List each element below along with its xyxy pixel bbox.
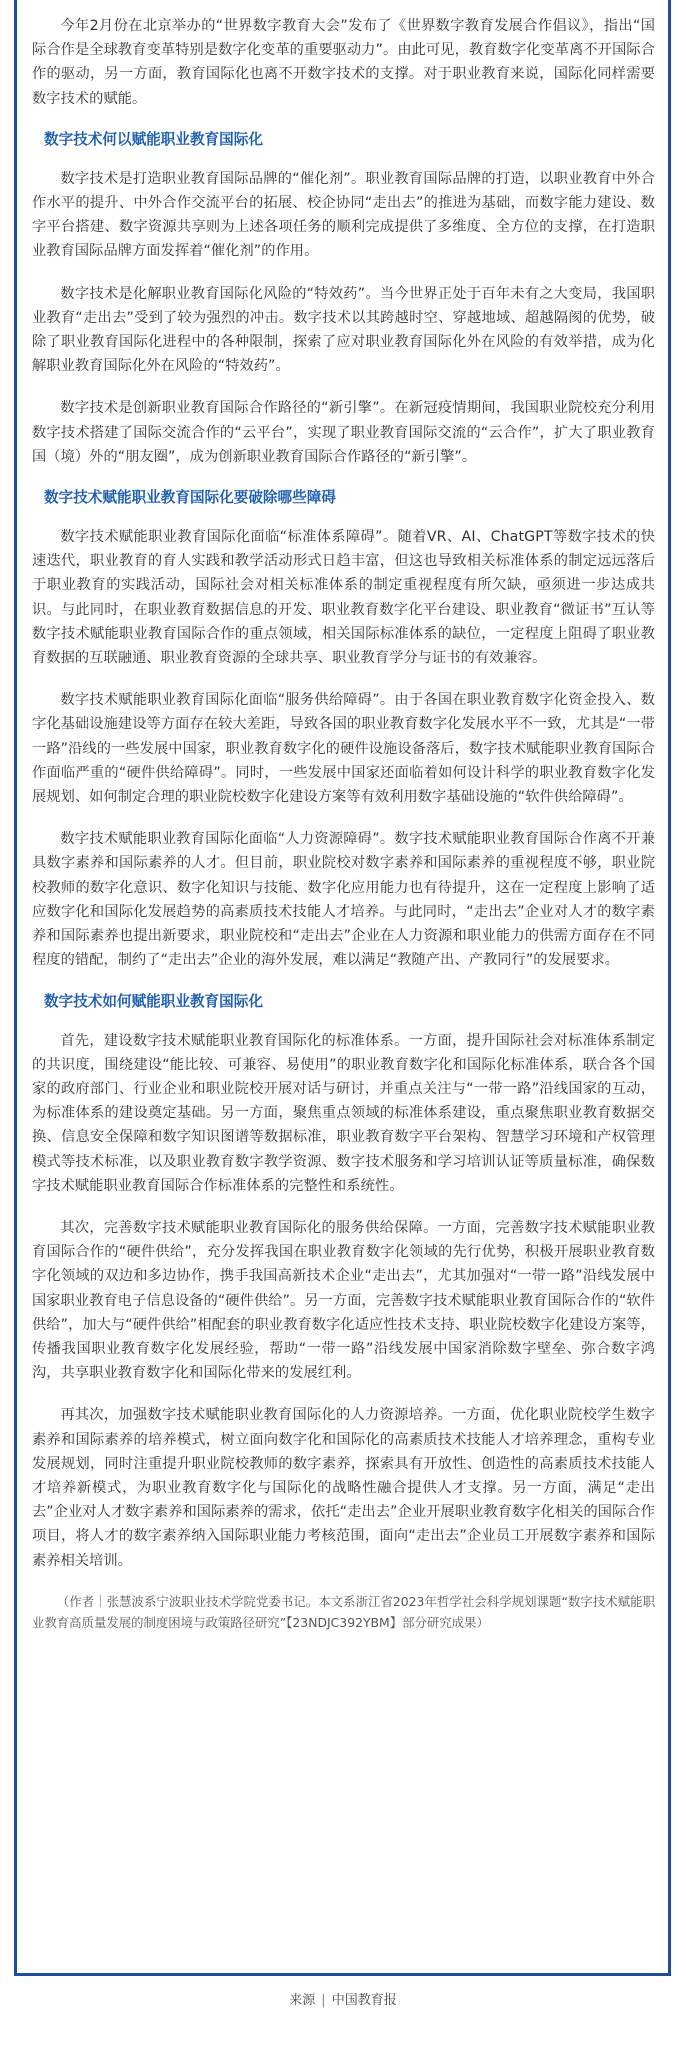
source-value: 中国教育报 — [331, 1993, 397, 2008]
paragraph: 数字技术是创新职业教育国际合作路径的“新引擎”。在新冠疫情期间，我国职业院校充分利用数字技术搭建了国际交流合作的“云平台”，实现了职业教育国际交流的“云合作”，扩大了职业教育国（境）外的“朋友圈”，成为创新职业教育国际合作路径的“新引擎”。 — [32, 400, 655, 465]
paragraph: 其次，完善数字技术赋能职业教育国际化的服务供给保障。一方面，完善数字技术赋能职业教育国际合作的“硬件供给”，充分发挥我国在职业教育数字化领域的先行优势，积极开展职业教育数字化领域的双边和多边协作，携手我国高新技术企业“走出去”，尤其加强对“一带一路”沿线发展中国家职业教育电子信息设备的“硬件供给”。另一方面，完善数字技术赋能职业教育国际合作的“软件供给”，加大与“硬件供给”相配套的职业教育数字化适应性技术支持、职业院校数字化建设方案等，传播我国职业教育数字化发展经验，帮助“一带一路”沿线发展中国家消除数字壁垒、弥合数字鸿沟，共享职业教育数字化和国际化带来的发展红利。 — [32, 1219, 655, 1382]
paragraph: 数字技术赋能职业教育国际化面临“服务供给障碍”。由于各国在职业教育数字化资金投入、数字化基础设施建设等方面存在较大差距，导致各国的职业教育数字化发展水平不一致，尤其是“一带一路”沿线的一些发展中国家，职业教育数字化的硬件设施设备落后，数字技术赋能职业教育国际合作面临严重的“硬件供给障碍”。同时，一些发展中国家还面临着如何设计科学的职业教育数字化发展规划、如何制定合理的职业院校数字化建设方案等有效利用数字基础设施的“软件供给障碍”。 — [32, 692, 655, 806]
source-line — [0, 1990, 686, 2012]
author-footnote: （作者｜张慧波系宁波职业技术学院党委书记。本文系浙江省2023年哲学社会科学规划课题“数字技术赋能职业教育高质量发展的制度困境与政策路径研究”【23NDJC392YBM】部分研究成果） — [32, 1593, 655, 1630]
intro-paragraph: 今年2月份在北京举办的“世界数字教育大会”发布了《世界数字教育发展合作倡议》，指出“国际合作是全球教育变革特别是数字化变革的重要驱动力”。由此可见，教育数字化变革离不开国际合作的驱动，另一方面，教育国际化也离不开数字技术的支撑。对于职业教育来说，国际化同样需要数字技术的赋能。 — [32, 18, 655, 107]
paragraph: 数字技术赋能职业教育国际化面临“标准体系障碍”。随着VR、AI、ChatGPT等数字技术的快速迭代，职业教育的育人实践和教学活动形式日趋丰富，但这也导致相关标准体系的制定远远落后于职业教育的实践活动，国际社会对相关标准体系的制定重视程度有所欠缺，亟须进一步达成共识。与此同时，在职业教育数据信息的开发、职业教育数字化平台建设、职业教育“微证书”互认等数字技术赋能职业教育国际合作的重点领域，相关国际标准体系的缺位，一定程度上阻碍了职业教育数据的互联融通、职业教育资源的全球共享、职业教育学分与证书的有效兼容。 — [32, 529, 655, 667]
section-heading-barriers: 数字技术赋能职业教育国际化要破除哪些障碍 — [44, 489, 336, 507]
source-label: 来源 — [289, 1993, 316, 2008]
paragraph: 再其次，加强数字技术赋能职业教育国际化的人力资源培养。一方面，优化职业院校学生数字素养和国际素养的培养模式，树立面向数字化和国际化的高素质技术技能人才培养理念，重构专业发展规划，同时注重提升职业院校教师的数字素养，探索具有开放性、创造性的高素质技术技能人才培养新模式，为职业教育数字化与国际化的战略性融合提供人才支撑。另一方面，满足“走出去”企业对人才数字素养和国际素养的需求，依托“走出去”企业开展职业教育数字化相关的国际合作项目，将人才的数字素养纳入国际职业能力考核范围，面向“走出去”企业员工开展数字素养和国际素养相关培训。 — [32, 1407, 655, 1569]
paragraph: 数字技术赋能职业教育国际化面临“人力资源障碍”。数字技术赋能职业教育国际合作离不开兼具数字素养和国际素养的人才。但目前，职业院校对数字素养和国际素养的重视程度不够，职业院校教师的数字化意识、数字化知识与技能、数字化应用能力也有待提升，这在一定程度上影响了适应数字化和国际化发展趋势的高素质技术技能人才培养。与此同时，“走出去”企业对人才的数字素养和国际素养也提出新要求，职业院校和“走出去”企业在人力资源和职业能力的供需方面存在不同程度的错配，制约了“走出去”企业的海外发展，难以满足“教随产出、产教同行”的发展要求。 — [32, 831, 655, 969]
paragraph: 数字技术是打造职业教育国际品牌的“催化剂”。职业教育国际品牌的打造，以职业教育中外合作水平的提升、中外合作交流平台的拓展、校企协同“走出去”的推进为基础，而数字能力建设、数字平台搭建、数字资源共享则为上述各项任务的顺利完成提供了多维度、全方位的支撑，在打造职业教育国际品牌方面发挥着“催化剂”的作用。 — [32, 170, 655, 260]
section-heading-how: 数字技术如何赋能职业教育国际化 — [44, 992, 263, 1010]
paragraph: 数字技术是化解职业教育国际化风险的“特效药”。当今世界正处于百年未有之大变局，我国职业教育“走出去”受到了较为强烈的冲击。数字技术以其跨越时空、穿越地域、超越隔阂的优势，破除了职业教育国际化进程中的各种限制，探索了应对职业教育国际化外在风险的有效举措，成为化解职业教育国际化外在风险的“特效药”。 — [32, 285, 655, 375]
article-body — [32, 14, 655, 1633]
source-separator: | — [321, 1993, 326, 2008]
section-heading-why: 数字技术何以赋能职业教育国际化 — [44, 130, 263, 148]
paragraph: 首先，建设数字技术赋能职业教育国际化的标准体系。一方面，提升国际社会对标准体系制定的共识度，围绕建设“能比较、可兼容、易使用”的职业教育数字化和国际化标准体系，联合各个国家的政府部门、行业企业和职业院校开展对话与研讨，并重点关注与“一带一路”沿线国家的互动，为标准体系的建设奠定基础。另一方面，聚焦重点领域的标准体系建设，重点聚焦职业教育数据交换、信息安全保障和数字知识图谱等数据标准，职业教育数字平台架构、智慧学习环境和产权管理模式等技术标准，以及职业教育数字教学资源、数字技术服务和学习培训认证等质量标准，确保数字技术赋能职业教育国际合作标准体系的完整性和系统性。 — [32, 1032, 655, 1194]
